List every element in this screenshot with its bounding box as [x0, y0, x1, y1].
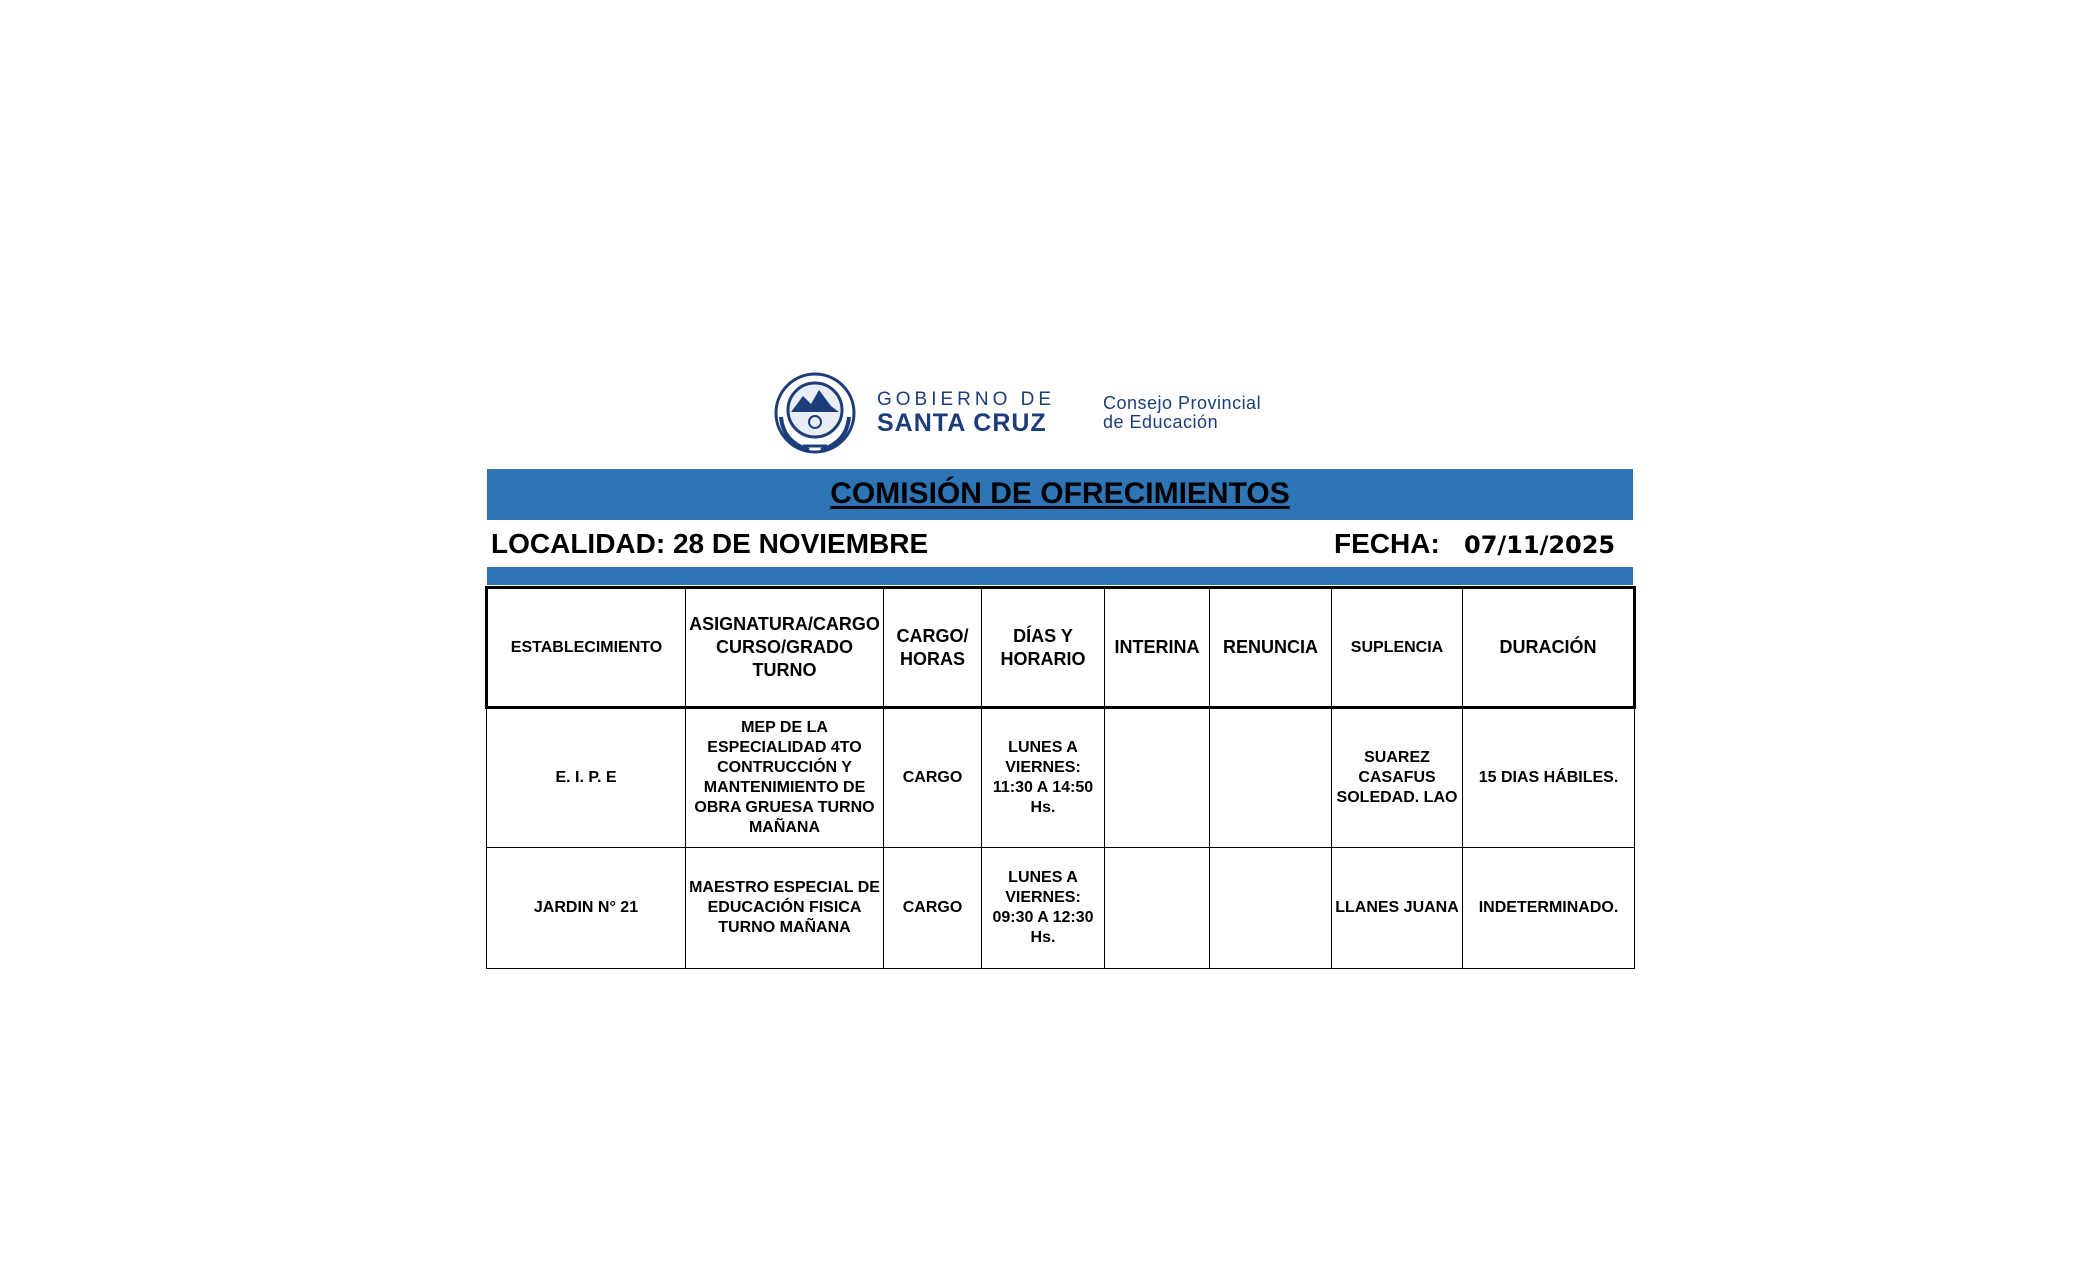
consejo-line1: Consejo Provincial: [1103, 393, 1262, 413]
cell-asignatura: MEP DE LA ESPECIALIDAD 4TO CONTRUCCIÓN Y MANTENIMIENTO DE OBRA GRUESA TURNO MAÑANA: [686, 708, 884, 848]
col-cargo-horas: CARGO/ HORAS: [884, 588, 982, 708]
col-asignatura: ASIGNATURA/CARGO CURSO/GRADO TURNO: [686, 588, 884, 708]
gov-line2: SANTA CRUZ: [877, 409, 1047, 437]
cell-duracion: INDETERMINADO.: [1463, 848, 1635, 969]
header-logos: [773, 372, 1313, 454]
offers-table: [485, 586, 1636, 969]
cell-interina: [1105, 848, 1210, 969]
col-establecimiento: ESTABLECIMIENTO: [487, 588, 686, 708]
title-bar: [487, 469, 1633, 520]
divider-strip: [487, 567, 1633, 585]
cell-dias: LUNES A VIERNES: 09:30 A 12:30 Hs.: [982, 848, 1105, 969]
santa-cruz-seal-icon: [773, 372, 857, 454]
cell-duracion: 15 DIAS HÁBILES.: [1463, 708, 1635, 848]
cell-renuncia: [1210, 708, 1332, 848]
info-row: [487, 526, 1633, 564]
cell-asignatura: MAESTRO ESPECIAL DE EDUCACIÓN FISICA TURNO MAÑANA: [686, 848, 884, 969]
gov-line1: GOBIERNO DE: [877, 389, 1056, 410]
cell-suplencia: LLANES JUANA: [1332, 848, 1463, 969]
page-title: COMISIÓN DE OFRECIMIENTOS: [830, 477, 1290, 510]
table-row: [487, 708, 1635, 848]
table-row: [487, 848, 1635, 969]
cell-dias: LUNES A VIERNES: 11:30 A 14:50 Hs.: [982, 708, 1105, 848]
cell-interina: [1105, 708, 1210, 848]
col-duracion: DURACIÓN: [1463, 588, 1635, 708]
cell-renuncia: [1210, 848, 1332, 969]
fecha-label: FECHA:: [1334, 528, 1440, 559]
cell-suplencia: SUAREZ CASAFUS SOLEDAD. LAO: [1332, 708, 1463, 848]
col-dias-horario: DÍAS Y HORARIO: [982, 588, 1105, 708]
col-suplencia: SUPLENCIA: [1332, 588, 1463, 708]
col-renuncia: RENUNCIA: [1210, 588, 1332, 708]
localidad-label: LOCALIDAD: 28 DE NOVIEMBRE: [491, 528, 929, 559]
cell-cargo: CARGO: [884, 708, 982, 848]
consejo-line2: de Educación: [1103, 412, 1219, 432]
gobierno-logo-text: [877, 390, 1055, 436]
fecha-value: 07/11/2025: [1464, 531, 1616, 559]
col-interina: INTERINA: [1105, 588, 1210, 708]
cell-establecimiento: E. I. P. E: [487, 708, 686, 848]
cell-cargo: CARGO: [884, 848, 982, 969]
table-header-row: [487, 588, 1635, 708]
consejo-logo-text: [1103, 394, 1261, 432]
cell-establecimiento: JARDIN N° 21: [487, 848, 686, 969]
